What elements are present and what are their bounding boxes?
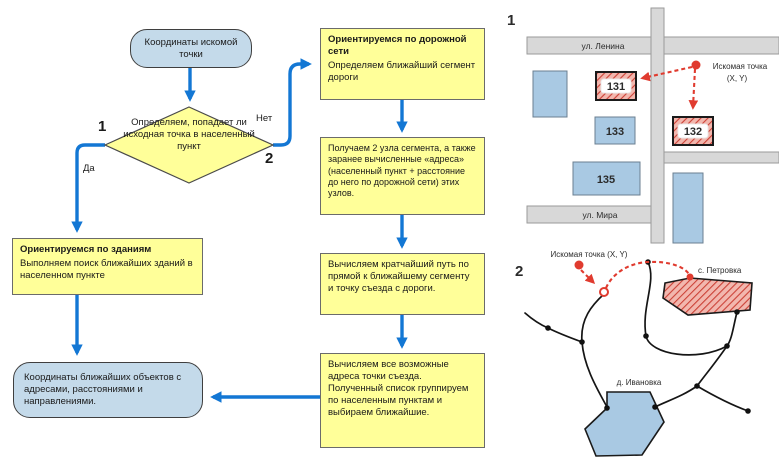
target-point-dot-2 [575, 261, 584, 270]
map-1-marker: 1 [507, 12, 516, 29]
building-plain-tall [673, 173, 703, 243]
box-buildings [12, 238, 203, 295]
box-roads-body: Определяем ближайший сегмент дороги [328, 59, 476, 83]
road-exitpoint-to-ivanovka [582, 294, 607, 407]
arrow-decision-no [273, 64, 309, 145]
arrow-decision-yes [77, 145, 105, 230]
street-vertical [651, 8, 664, 243]
box-buildings-title: Ориентируемся по зданиям [20, 244, 152, 255]
building-133-label: 133 [605, 126, 625, 138]
dashed-arrow-to-132 [693, 69, 695, 107]
road-west-branch [525, 313, 582, 342]
street-lenina-label: ул. Ленина [581, 41, 625, 51]
box-nodes-body: Получаем 2 узла сегмента, а также заранее вычисленные «адреса» (населенный пункт + расстояние до него по дорожной сети) этих узлов. [328, 143, 476, 198]
start-node-label: Координаты искомой точки [144, 36, 238, 60]
building-132-label: 132 [683, 126, 703, 138]
box-path [320, 253, 485, 315]
box-buildings-body: Выполняем поиск ближайших зданий в населенном пункте [20, 257, 193, 281]
map-2 [500, 243, 779, 466]
target-point-label-2: Искомая точка (X, Y) [550, 250, 628, 259]
box-group [320, 353, 485, 448]
box-group-body: Вычисляем все возможные адреса точки съезда. Полученный список группируем по населенным пунктам и выбираем ближайшие. [328, 359, 469, 418]
branch-label-no: Нет [256, 113, 273, 124]
dashed-arrow-to-131 [643, 67, 692, 78]
branch-label-yes: Да [83, 163, 95, 174]
petrovka-label: с. Петровка [698, 266, 742, 275]
box-roads [320, 28, 485, 100]
ivanovka-label: д. Ивановка [616, 378, 662, 387]
target-point-dot [692, 61, 701, 70]
dashed-arrow-to-exit-point [581, 270, 593, 282]
building-plain [533, 71, 567, 117]
branch-marker-2: 2 [265, 150, 274, 167]
road-southeast-branch [697, 386, 748, 411]
start-node [130, 29, 252, 68]
target-point-label-line1: Искомая точка [712, 62, 768, 71]
map-2-marker: 2 [515, 263, 524, 280]
box-nodes [320, 137, 485, 215]
result-node [13, 362, 203, 418]
branch-marker-1: 1 [98, 118, 107, 135]
box-roads-title: Ориентируемся по дорожной сети [328, 34, 467, 57]
result-node-label: Координаты ближайших объектов с адресами, расстояниями и направлениями. [24, 372, 182, 407]
building-131-label: 131 [606, 81, 626, 93]
petrovka-polygon [663, 278, 752, 315]
road-exit-point [600, 288, 608, 296]
street-mira-label: ул. Мира [582, 210, 618, 220]
street-side [664, 152, 779, 163]
decision-text: Определяем, попадает ли исходная точка в населенный пункт [123, 117, 255, 152]
target-point-label-line2: (X, Y) [726, 74, 748, 83]
map-1 [500, 0, 779, 250]
box-path-body: Вычисляем кратчайший путь по прямой к ближайшему сегменту и точку съезда с дороги. [328, 259, 470, 294]
ivanovka-polygon [585, 392, 664, 456]
road-petrovka-to-ivanovka [655, 312, 737, 407]
building-135-label: 135 [596, 174, 616, 186]
petrovka-entry-dot [687, 274, 694, 281]
